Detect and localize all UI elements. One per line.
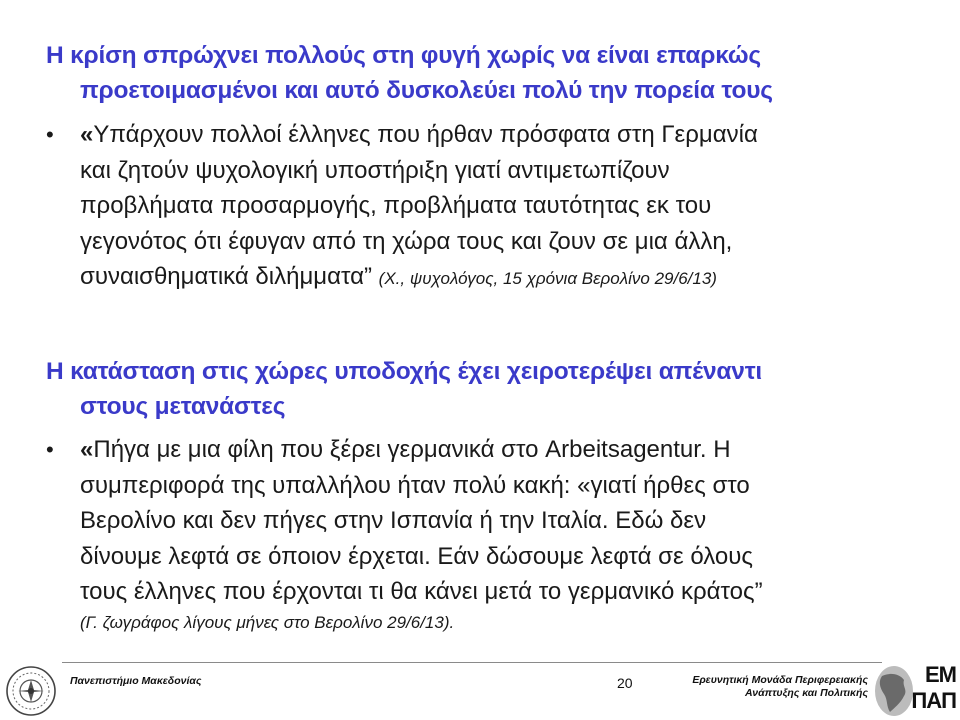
quote-open-mark: « bbox=[80, 436, 94, 463]
section2-heading bbox=[46, 354, 926, 424]
quote-open-mark: « bbox=[80, 121, 94, 148]
footer-divider bbox=[62, 662, 882, 663]
logo-text-bottom: ΠΑΠ bbox=[911, 688, 956, 713]
quote-line: γεγονότος ότι έφυγαν από τη χώρα τους και ζουν σε μια άλλη, bbox=[80, 227, 733, 255]
quote-line: Βερολίνο και δεν πήγες στην Ισπανία ή την Ιταλία. Εδώ δεν bbox=[80, 507, 707, 534]
bullet-icon: • bbox=[46, 122, 54, 147]
section1-heading-line2: προετοιμασμένοι και αυτό δυσκολεύει πολύ την πορεία τους bbox=[80, 77, 773, 104]
section1-quote bbox=[46, 117, 936, 297]
section1-heading bbox=[46, 38, 926, 108]
logo-text-top: ΕΜ bbox=[925, 662, 956, 687]
quote-line: «Υπάρχουν πολλοί έλληνες που ήρθαν πρόσφατα στη Γερμανία bbox=[80, 121, 758, 148]
quote-line: συμπεριφορά της υπαλλήλου ήταν πολύ κακή: «γιατί ήρθες στο bbox=[80, 471, 750, 499]
bullet-icon: • bbox=[46, 437, 54, 462]
quote-line: και ζητούν ψυχολογική υποστήριξη γιατί αντιμετωπίζουν bbox=[80, 156, 670, 184]
section2-heading-line1: Η κατάσταση στις χώρες υποδοχής έχει χειροτερέψει απέναντι bbox=[46, 358, 763, 385]
citation: (Χ., ψυχολόγος, 15 χρόνια Βερολίνο 29/6/13) bbox=[378, 269, 717, 288]
quote-line: τους έλληνες που έρχονται τι θα κάνει μετά το γερμανικό κράτος” bbox=[80, 578, 763, 605]
citation: (Γ. ζωγράφος λίγους μήνες στο Βερολίνο 29/6/13). bbox=[80, 612, 455, 632]
quote-line: «Πήγα με μια φίλη που ξέρει γερμανικά στο Arbeitsagentur. Η bbox=[80, 436, 731, 463]
section1-heading-line1: Η κρίση σπρώχνει πολλούς στη φυγή χωρίς να είναι επαρκώς bbox=[46, 42, 761, 69]
quote-line: συναισθηματικά διλήμματα” (Χ., ψυχολόγος, 15 χρόνια Βερολίνο 29/6/13) bbox=[80, 263, 717, 290]
research-unit-line2: Ανάπτυξης και Πολιτικής bbox=[745, 687, 868, 699]
research-unit bbox=[640, 674, 868, 700]
section2-quote bbox=[46, 432, 936, 647]
quote-line: προβλήματα προσαρμογής, προβλήματα ταυτότητας εκ του bbox=[80, 192, 712, 219]
university-seal-icon bbox=[4, 664, 58, 718]
research-unit-line1: Ερευνητική Μονάδα Περιφερειακής bbox=[692, 674, 868, 686]
research-unit-logo bbox=[872, 660, 958, 718]
quote-line: δίνουμε λεφτά σε όποιον έρχεται. Εάν δώσουμε λεφτά σε όλους bbox=[80, 542, 753, 570]
university-name: Πανεπιστήμιο Μακεδονίας bbox=[70, 675, 202, 687]
section2-heading-line2: στους μετανάστες bbox=[80, 393, 286, 420]
page-number: 20 bbox=[617, 675, 633, 691]
